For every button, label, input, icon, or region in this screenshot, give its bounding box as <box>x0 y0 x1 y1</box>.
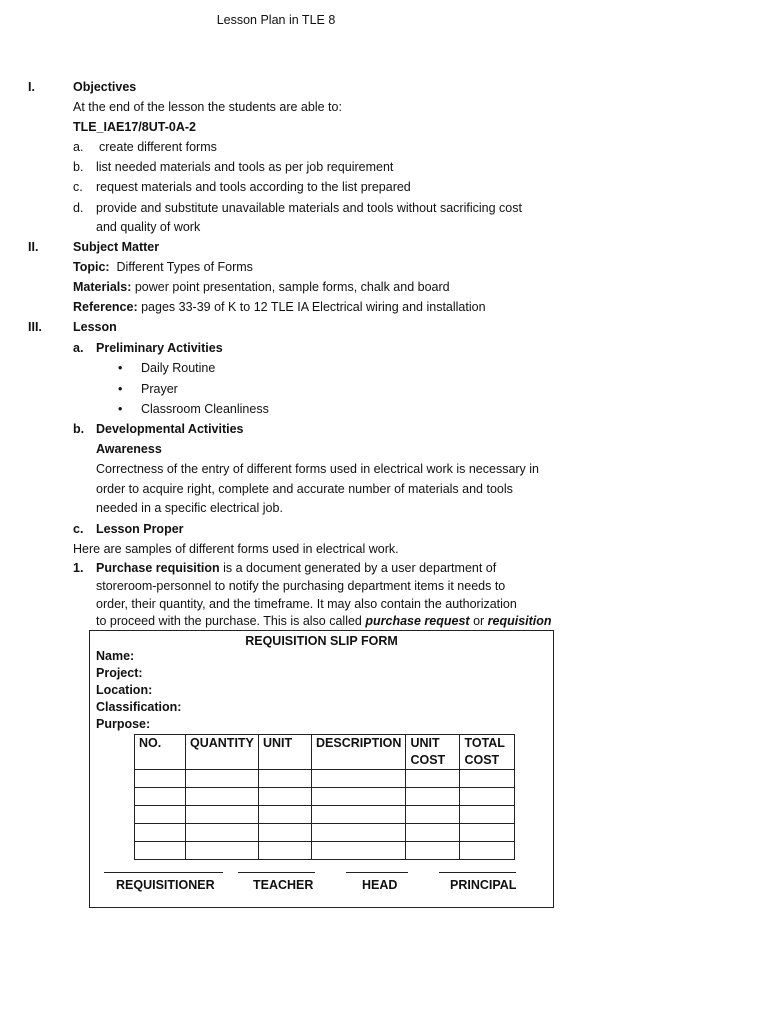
preliminary-letter: a. <box>73 341 84 355</box>
list-item: Prayer <box>141 382 178 396</box>
item-number: 1. <box>73 561 84 575</box>
heading-lesson-proper: Lesson Proper <box>96 522 184 536</box>
section-numeral-subject-matter: II. <box>28 240 39 254</box>
column-header: UNIT <box>259 735 312 770</box>
requisition-table <box>134 734 515 860</box>
objective-item: provide and substitute unavailable materials and tools without sacrificing cost <box>96 201 522 215</box>
definition-text: or <box>469 614 488 628</box>
heading-lesson: Lesson <box>73 320 117 334</box>
signature-line <box>238 872 315 873</box>
table-row <box>135 770 515 788</box>
signatory-label: HEAD <box>362 878 398 892</box>
purchase-requisition-line <box>96 558 496 578</box>
heading-developmental-activities: Developmental Activities <box>96 422 244 436</box>
bullet-icon: • <box>118 402 123 416</box>
section-numeral-lesson: III. <box>28 320 42 334</box>
objective-item: create different forms <box>99 140 217 154</box>
topic-label: Topic: <box>73 260 110 274</box>
reference-line <box>73 297 486 317</box>
signatory-label: REQUISITIONER <box>116 878 215 892</box>
bullet-icon: • <box>118 361 123 375</box>
lesson-proper-intro: Here are samples of different forms used in electrical work. <box>73 542 399 556</box>
signatory-label: PRINCIPAL <box>450 878 517 892</box>
heading-subject-matter: Subject Matter <box>73 240 160 254</box>
column-header: NO. <box>135 735 186 770</box>
topic-line <box>73 257 253 277</box>
bullet-icon: • <box>118 382 123 396</box>
objective-letter: d. <box>73 201 84 215</box>
developmental-letter: b. <box>73 422 85 436</box>
paragraph-line: order, their quantity, and the timeframe. It may also contain the authorization <box>96 597 517 611</box>
signature-line <box>104 872 223 873</box>
column-header: TOTAL COST <box>460 735 515 770</box>
term-requisition: requisition <box>487 614 552 628</box>
objectives-intro: At the end of the lesson the students are able to: <box>73 100 342 114</box>
term-purchase-requisition: Purchase requisition <box>96 561 220 575</box>
heading-preliminary-activities: Preliminary Activities <box>96 341 223 355</box>
form-title: REQUISITION SLIP FORM <box>245 634 398 648</box>
objective-letter: c. <box>73 180 83 194</box>
form-field-label: Location: <box>96 683 153 697</box>
definition-text: is a document generated by a user department of <box>219 561 497 575</box>
objective-letter: b. <box>73 160 84 174</box>
paragraph-line: storeroom-personnel to notify the purchasing department items it needs to <box>96 579 506 593</box>
signature-line <box>346 872 408 873</box>
paragraph-line: order to acquire right, complete and accurate number of materials and tools <box>96 482 513 496</box>
topic-value: Different Types of Forms <box>116 260 253 274</box>
page-title: Lesson Plan in TLE 8 <box>216 13 336 27</box>
form-field-label: Project: <box>96 666 143 680</box>
table-row <box>135 824 515 842</box>
list-item: Daily Routine <box>141 361 216 375</box>
paragraph-line <box>96 611 552 631</box>
materials-label: Materials: <box>73 280 132 294</box>
signature-line <box>439 872 516 873</box>
objective-item: list needed materials and tools as per job requirement <box>96 160 394 174</box>
definition-text: to proceed with the purchase. This is also called <box>96 614 366 628</box>
reference-value: pages 33-39 of K to 12 TLE IA Electrical wiring and installation <box>141 300 486 314</box>
objective-letter: a. <box>73 140 84 154</box>
table-row <box>135 806 515 824</box>
lesson-proper-letter: c. <box>73 522 84 536</box>
table-row <box>135 842 515 860</box>
column-header: QUANTITY <box>186 735 259 770</box>
table-row <box>135 788 515 806</box>
list-item: Classroom Cleanliness <box>141 402 269 416</box>
heading-awareness: Awareness <box>96 442 162 456</box>
form-field-label: Classification: <box>96 700 182 714</box>
signatory-label: TEACHER <box>253 878 314 892</box>
section-numeral-objectives: I. <box>28 80 35 94</box>
objective-item: request materials and tools according to the list prepared <box>96 180 411 194</box>
objectives-code: TLE_IAE17/8UT-0A-2 <box>73 120 196 134</box>
requisition-slip-form <box>89 630 554 908</box>
heading-objectives: Objectives <box>73 80 137 94</box>
form-field-label: Purpose: <box>96 717 151 731</box>
objective-item-continued: and quality of work <box>96 220 201 234</box>
paragraph-line: needed in a specific electrical job. <box>96 501 283 515</box>
paragraph-line: Correctness of the entry of different forms used in electrical work is necessary in <box>96 462 540 476</box>
column-header: UNIT COST <box>406 735 460 770</box>
column-header: DESCRIPTION <box>312 735 406 770</box>
reference-label: Reference: <box>73 300 138 314</box>
term-purchase-request: purchase request <box>365 614 470 628</box>
table-header-row <box>135 735 515 770</box>
form-field-label: Name: <box>96 649 135 663</box>
materials-value: power point presentation, sample forms, chalk and board <box>134 280 450 294</box>
materials-line <box>73 277 450 297</box>
